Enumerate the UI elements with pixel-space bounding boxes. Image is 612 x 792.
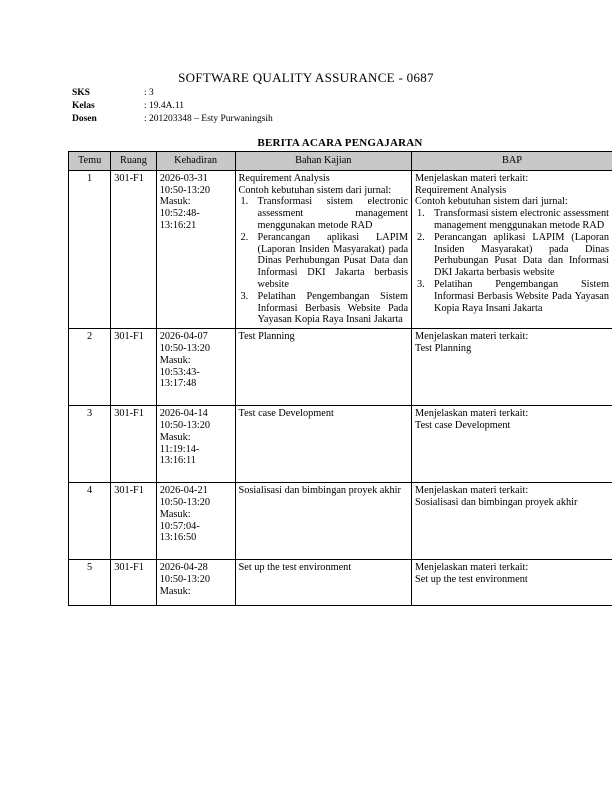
masuk-time: 11:19:14-13:16:11 <box>159 443 200 467</box>
section-title: BERITA ACARA PENGAJARAN <box>257 137 423 149</box>
kehadiran-cell <box>156 170 235 328</box>
meta-sks <box>72 87 273 100</box>
bahan-intro: Requirement Analysis <box>238 172 330 184</box>
table-row <box>69 483 612 560</box>
bahan-cell: Set up the test environment <box>235 560 412 606</box>
list-item: 1. Transformasi sistem electronic assessment management menggunakan metode RAD <box>417 208 609 231</box>
bap-line: Contoh kebutuhan sistem dari jurnal: <box>415 196 568 208</box>
table-row <box>69 560 612 606</box>
ruang-cell: 301-F1 <box>111 170 157 328</box>
bap-list <box>415 208 609 314</box>
date: 2026-04-28 <box>159 562 208 574</box>
ruang-cell: 301-F1 <box>111 483 157 560</box>
bahan-intro2: Contoh kebutuhan sistem dari jurnal: <box>238 184 392 196</box>
ruang-cell: 301-F1 <box>111 406 157 483</box>
date: 2026-03-31 <box>159 172 208 184</box>
table-row <box>69 329 612 406</box>
bap-intro: Menjelaskan materi terkait: <box>415 172 529 184</box>
list-item: 1. Transformasi sistem electronic assessment management menggunakan metode RAD <box>240 196 409 231</box>
time-range: 10:50-13:20 <box>159 342 211 354</box>
bap-line: Test Planning <box>415 342 472 354</box>
meta-kelas <box>72 100 273 113</box>
dosen-label: Dosen <box>72 114 97 124</box>
bahan-cell: Test Planning <box>235 329 412 406</box>
time-range: 10:50-13:20 <box>159 496 211 508</box>
sks-label: SKS <box>72 88 90 98</box>
masuk-label: Masuk: <box>159 508 191 520</box>
bap-intro: Menjelaskan materi terkait: <box>415 408 529 420</box>
col-kehadiran: Kehadiran <box>156 152 235 171</box>
teaching-log-table <box>68 151 612 606</box>
bap-intro: Menjelaskan materi terkait: <box>415 485 529 497</box>
bap-intro: Menjelaskan materi terkait: <box>415 562 529 574</box>
bap-line: Test case Development <box>415 419 511 431</box>
col-temu: Temu <box>69 152 111 171</box>
masuk-label: Masuk: <box>159 196 191 208</box>
dosen-value: : 201203348 – Esty Purwaningsih <box>144 114 273 124</box>
table-row <box>69 170 612 328</box>
table-row <box>69 406 612 483</box>
masuk-label: Masuk: <box>159 585 191 597</box>
bap-line: Set up the test environment <box>415 573 528 585</box>
temu-cell: 4 <box>69 483 111 560</box>
temu-cell: 3 <box>69 406 111 483</box>
sks-value: : 3 <box>144 88 154 98</box>
masuk-time: 10:57:04-13:16:50 <box>159 520 200 544</box>
kelas-label: Kelas <box>72 101 95 111</box>
time-range: 10:50-13:20 <box>159 419 211 431</box>
ruang-cell: 301-F1 <box>111 329 157 406</box>
bahan-list <box>239 196 409 326</box>
bahan-cell: Sosialisasi dan bimbingan proyek akhir <box>235 483 412 560</box>
masuk-label: Masuk: <box>159 354 191 366</box>
time-range: 10:50-13:20 <box>159 573 211 585</box>
bap-cell <box>412 170 612 328</box>
bap-intro: Menjelaskan materi terkait: <box>415 331 529 343</box>
kehadiran-cell <box>156 483 235 560</box>
bahan-cell <box>235 170 412 328</box>
bap-cell <box>412 483 612 560</box>
ruang-cell: 301-F1 <box>111 560 157 606</box>
temu-cell: 5 <box>69 560 111 606</box>
kehadiran-cell <box>156 406 235 483</box>
course-meta <box>72 87 273 126</box>
date: 2026-04-21 <box>159 485 208 497</box>
meta-dosen <box>72 113 273 126</box>
list-item: 2. Perancangan aplikasi LAPIM (Laporan Insiden Masyarakat) pada Dinas Perhubungan Pusat Data dan Informasi DKI Jakarta berbasis website <box>240 231 409 290</box>
bahan-cell: Test case Development <box>235 406 412 483</box>
date: 2026-04-14 <box>159 408 208 420</box>
temu-cell: 2 <box>69 329 111 406</box>
kelas-value: : 19.4A.11 <box>144 101 185 111</box>
masuk-time: 10:53:43-13:17:48 <box>159 366 200 390</box>
list-item: 3. Pelatihan Pengembangan Sistem Informasi Berbasis Website Pada Yayasan Kopia Raya Insani Jakarta <box>417 278 609 314</box>
col-bahan-kajian: Bahan Kajian <box>235 152 412 171</box>
list-item: 3. Pelatihan Pengembangan Sistem Informasi Berbasis Website Pada Yayasan Kopia Raya Insani Jakarta <box>240 290 409 326</box>
col-ruang: Ruang <box>111 152 157 171</box>
table-header-row <box>69 152 612 171</box>
masuk-time: 10:52:48-13:16:21 <box>159 208 200 231</box>
kehadiran-cell <box>156 560 235 606</box>
bap-line: Sosialisasi dan bimbingan proyek akhir <box>415 496 578 508</box>
bap-cell <box>412 406 612 483</box>
masuk-label: Masuk: <box>159 431 191 443</box>
bap-cell <box>412 560 612 606</box>
document-title: SOFTWARE QUALITY ASSURANCE - 0687 <box>178 70 434 85</box>
col-bap: BAP <box>412 152 612 171</box>
date: 2026-04-07 <box>159 331 208 343</box>
bap-line: Requirement Analysis <box>415 184 507 196</box>
bap-cell <box>412 329 612 406</box>
kehadiran-cell <box>156 329 235 406</box>
time-range: 10:50-13:20 <box>159 184 211 196</box>
temu-cell: 1 <box>69 170 111 328</box>
list-item: 2. Perancangan aplikasi LAPIM (Laporan Insiden Masyarakat) pada Dinas Perhubungan Pusat Data dan Informasi DKI Jakarta berbasis website <box>417 231 609 279</box>
